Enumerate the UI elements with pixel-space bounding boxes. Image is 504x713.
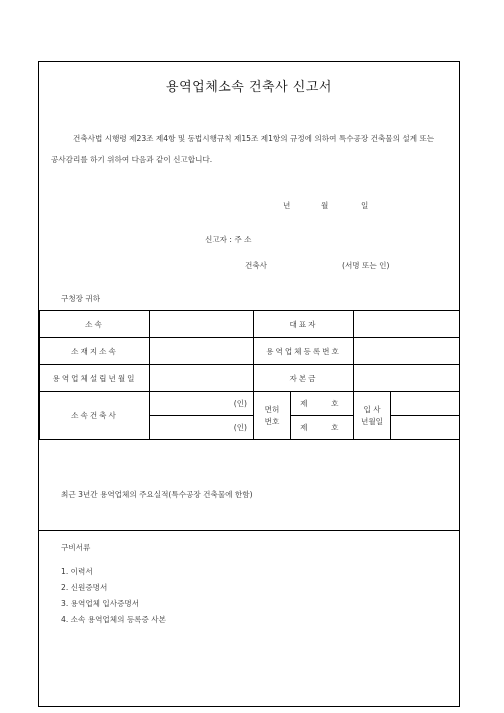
addressee: 구청장 귀하 [61, 294, 101, 303]
hire-date-label: 입 사 년월일 [354, 392, 391, 440]
date-month: 월 [321, 201, 329, 210]
signature-label: (서명 또는 인) [342, 261, 390, 270]
location-label: 소재지소속 [40, 338, 150, 365]
date-day: 일 [361, 201, 369, 210]
reg-no-label: 용역업체등록번호 [254, 338, 354, 365]
document-item: 4. 소속 용역업체의 등록증 사본 [61, 615, 166, 624]
intro-paragraph: 건축사법 시행령 제23조 제4항 및 동법시행규칙 제15조 제1항의 규정에 의하여 특수공장 건축물의 설계 또는 공사감리를 하기 위하여 다음과 같이 신고합니다. [51, 134, 435, 164]
est-date-value[interactable] [150, 365, 254, 392]
capital-label: 자본금 [254, 365, 354, 392]
hire-date-value[interactable] [391, 392, 460, 416]
license-no-label: 면허 번호 [254, 392, 291, 440]
document-item: 2. 신원증명서 [61, 583, 108, 592]
representative-label: 대표자 [254, 311, 354, 338]
license-suffix: 호 [317, 416, 354, 440]
representative-value[interactable] [354, 311, 460, 338]
document-item: 3. 용역업체 입사증명서 [61, 599, 140, 608]
date-year: 년 [283, 201, 291, 210]
architect-row-label: 소속건축사 [40, 392, 150, 440]
reg-no-value[interactable] [354, 338, 460, 365]
performance-section[interactable] [39, 476, 459, 531]
info-table [39, 310, 460, 440]
documents-list [61, 540, 166, 628]
form-frame [38, 61, 460, 707]
architect-label: 건축사 [245, 261, 268, 270]
license-suffix: 호 [317, 392, 354, 416]
performance-label: 최근 3년간 용역업체의 주요실적(특수공장 건축물에 한함) [61, 490, 253, 499]
reporter-address-label: 신고자 : 주 소 [205, 235, 252, 244]
document-item: 1. 이력서 [61, 567, 93, 576]
hire-date-value[interactable] [391, 416, 460, 440]
seal-mark: (인) [150, 416, 254, 440]
affiliation-label: 소속 [40, 311, 150, 338]
location-value[interactable] [150, 338, 254, 365]
documents-heading: 구비서류 [61, 543, 91, 552]
license-prefix: 제 [291, 392, 317, 416]
form-title: 용역업체소속 건축사 신고서 [166, 80, 332, 95]
est-date-label: 용역업체설립년월일 [40, 365, 150, 392]
affiliation-value[interactable] [150, 311, 254, 338]
seal-mark: (인) [150, 392, 254, 416]
capital-value[interactable] [354, 365, 460, 392]
license-prefix: 제 [291, 416, 317, 440]
